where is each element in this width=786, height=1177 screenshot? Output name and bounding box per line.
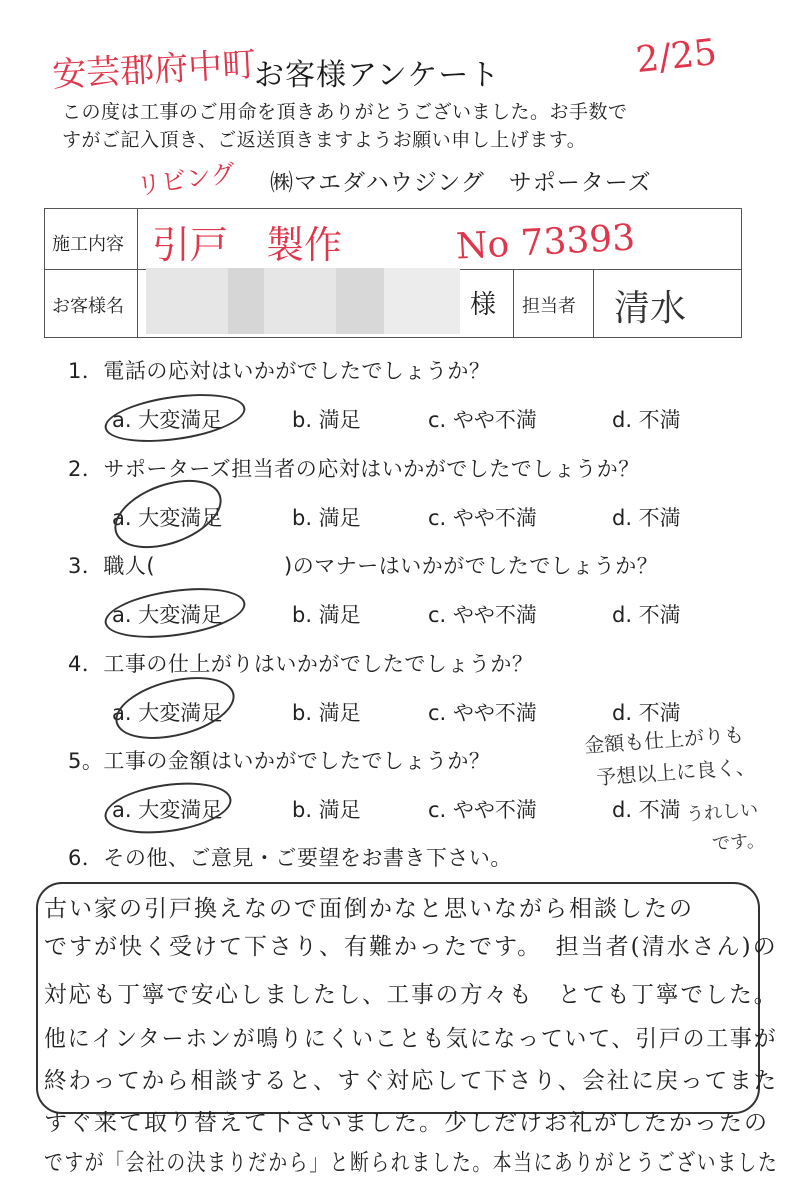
question-3: 3．職人( )のマナーはいかがでしたでしょうか？ (68, 554, 659, 578)
option-a-q3[interactable]: a. 大変満足 (112, 603, 223, 627)
side-note-line-1: 金額も仕上がりも (583, 722, 745, 758)
page-title: お客様アンケート (254, 58, 501, 93)
option-a-q4[interactable]: a. 大変満足 (112, 701, 223, 725)
handwritten-room-note: リビング (134, 158, 238, 201)
option-c-q3[interactable]: c. やや不満 (428, 603, 537, 627)
option-c-q1[interactable]: c. やや不満 (428, 408, 537, 432)
table-column-divider (137, 209, 138, 337)
redacted-name-block (146, 268, 228, 334)
table-column-divider (513, 269, 514, 337)
option-b-q5[interactable]: b. 満足 (292, 798, 361, 822)
question-4: 4．工事の仕上がりはいかがでしたでしょうか？ (68, 652, 534, 676)
redacted-name-block (228, 268, 264, 334)
option-b-q3[interactable]: b. 満足 (292, 603, 361, 627)
staff-label: 担当者 (522, 296, 576, 317)
option-d-q5[interactable]: d. 不満 (612, 798, 681, 822)
work-content-label: 施工内容 (52, 234, 124, 255)
comment-line-4: 他にインターホンが鳴りにくいことも気になっていて、引戸の工事が (44, 1026, 778, 1052)
option-d-q4[interactable]: d. 不満 (612, 701, 681, 725)
question-1: 1．電話の応対はいかがでしたでしょうか？ (68, 359, 491, 383)
order-number: No 73393 (455, 217, 637, 268)
side-note-line-3: うれしい (685, 799, 759, 826)
staff-name-value: 清水 (614, 288, 687, 329)
work-content-value: 引戸 製作 (152, 223, 343, 267)
question-6: 6．その他、ご意見・ご要望をお書き下さい。 (68, 846, 512, 870)
option-a-q5[interactable]: a. 大変満足 (112, 798, 223, 822)
intro-text-line-2: すがご記入頂き、ご返送頂きますようお願い申し上げます。 (62, 129, 587, 151)
side-note-line-4: です。 (711, 830, 766, 855)
option-b-q4[interactable]: b. 満足 (292, 701, 361, 725)
question-2: 2．サポーターズ担当者の応対はいかがでしたでしょうか？ (68, 457, 640, 481)
side-note-line-2: 予想以上に良く、 (595, 754, 757, 790)
selection-circle (101, 580, 248, 645)
intro-text-line-1: この度は工事のご用命を頂きありがとうございました。お手数で (62, 101, 628, 123)
honorific-sama: 様 (470, 290, 497, 320)
comment-line-6: すぐ来て取り替えて下さいました。少しだけお礼がしたかったの (44, 1110, 769, 1136)
comment-line-2: ですが快く受けて下さり、有難かったです。 担当者(清水さん)の (44, 934, 778, 960)
option-a-q2[interactable]: a. 大変満足 (112, 506, 223, 530)
redacted-name-block (336, 268, 384, 334)
comment-line-3: 対応も丁寧で安心しましたし、工事の方々も とても丁寧でした。 (44, 982, 779, 1008)
option-a-q1[interactable]: a. 大変満足 (112, 408, 223, 432)
option-b-q1[interactable]: b. 満足 (292, 408, 361, 432)
handwritten-date: 2/25 (634, 31, 719, 82)
comment-line-1: 古い家の引戸換えなので面倒かなと思いながら相談したの (44, 896, 694, 922)
option-d-q2[interactable]: d. 不満 (612, 506, 681, 530)
question-5: 5。工事の金額はいかがでしたでしょうか？ (68, 749, 491, 773)
option-c-q4[interactable]: c. やや不満 (428, 701, 537, 725)
selection-circle (102, 386, 249, 449)
table-column-divider (593, 269, 594, 337)
option-b-q2[interactable]: b. 満足 (292, 506, 361, 530)
option-d-q1[interactable]: d. 不満 (612, 408, 681, 432)
handwritten-area-name: 安芸郡府中町 (51, 44, 258, 96)
comment-line-5: 終わってから相談すると、すぐ対応して下さり、会社に戻ってまた (44, 1068, 779, 1094)
company-name: ㈱マエダハウジング サポーターズ (270, 170, 652, 196)
customer-name-label: お客様名 (52, 296, 124, 317)
comment-line-7: ですが「会社の決まりだから」と断られました。本当にありがとうございました (44, 1150, 779, 1176)
selection-circle (109, 666, 241, 750)
redacted-name-block (384, 268, 460, 334)
redacted-name-block (264, 268, 336, 334)
option-c-q2[interactable]: c. やや不満 (428, 506, 537, 530)
option-d-q3[interactable]: d. 不満 (612, 603, 681, 627)
selection-circle (101, 775, 234, 840)
option-c-q5[interactable]: c. やや不満 (428, 798, 537, 822)
